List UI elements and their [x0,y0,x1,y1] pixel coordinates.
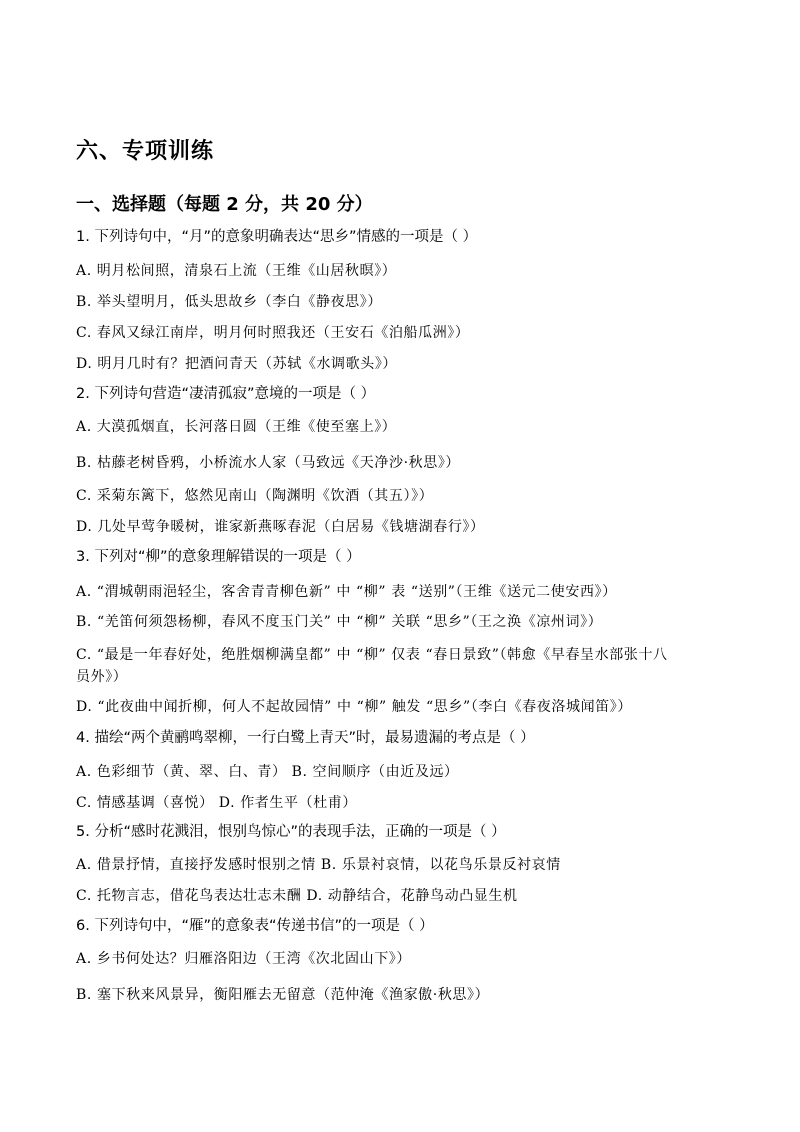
question-5-options-ab: A. 借景抒情，直接抒发感时恨别之情 B. 乐景衬哀情，以花鸟乐景反衬哀情 [76,857,561,873]
question-4-options-cd: C. 情感基调（喜悦） D. 作者生平（杜甫） [76,795,357,811]
question-5-options-cd: C. 托物言志，借花鸟表达壮志未酬 D. 动静结合，花静鸟动凸显生机 [76,888,518,904]
question-stem-5: 5. 分析“感时花溅泪，恨别鸟惊心”的表现手法，正确的一项是（ ） [76,824,506,840]
question-3-option-c-continued: 员外》） [76,669,128,685]
question-2-option-c: C. 采菊东篱下，悠然见南山（陶渊明《饮酒（其五）》） [76,488,434,504]
question-2-option-d: D. 几处早莺争暖树，谁家新燕啄春泥（白居易《钱塘湖春行》） [76,519,485,535]
question-3-option-d: D. “此夜曲中闻折柳，何人不起故园情” 中 “柳” 触发 “思乡”（李白《春夜洛城闻笛》） [76,699,632,715]
question-3-option-a: A. “渭城朝雨浥轻尘，客舍青青柳色新” 中 “柳” 表 “送别”（王维《送元二使安西》） [76,584,617,600]
question-3-option-b: B. “羌笛何须怨杨柳，春风不度玉门关” 中 “柳” 关联 “思乡”（王之涣《凉州词》） [76,614,603,630]
question-6-option-a: A. 乡书何处达？归雁洛阳边（王湾《次北固山下》） [76,951,412,967]
section-title: 六、专项训练 [76,139,215,164]
question-stem-6: 6. 下列诗句中，“雁”的意象表“传递书信”的一项是（ ） [76,918,434,934]
question-3-option-c: C. “最是一年春好处，绝胜烟柳满皇都” 中 “柳” 仅表 “春日景致”（韩愈《早春呈水部张十八 [76,647,668,663]
question-1-option-d: D. 明月几时有？把酒问青天（苏轼《水调歌头》） [76,356,398,372]
question-stem-1: 1. 下列诗句中，“月”的意象明确表达“思乡”情感的一项是（ ） [76,229,478,245]
question-4-options-ab: A. 色彩细节（黄、翠、白、青） B. 空间顺序（由近及远） [76,764,459,780]
question-stem-2: 2. 下列诗句营造“凄清孤寂”意境的一项是（ ） [76,386,376,402]
question-1-option-b: B. 举头望明月，低头思故乡（李白《静夜思》） [76,294,382,310]
question-stem-4: 4. 描绘“两个黄鹂鸣翠柳，一行白鹭上青天”时，最易遗漏的考点是（ ） [76,730,535,746]
question-1-option-c: C. 春风又绿江南岸，明月何时照我还（王安石《泊船瓜洲》） [76,325,470,341]
question-6-option-b: B. 塞下秋来风景异，衡阳雁去无留意（范仲淹《渔家傲·秋思》） [76,987,490,1003]
question-1-option-a: A. 明月松间照，清泉石上流（王维《山居秋暝》） [76,263,397,279]
sub-title: 一、选择题（每题 2 分，共 20 分） [76,194,373,215]
question-stem-3: 3. 下列对“柳”的意象理解错误的一项是（ ） [76,549,361,565]
question-2-option-a: A. 大漠孤烟直，长河落日圆（王维《使至塞上》） [76,419,397,435]
question-2-option-b: B. 枯藤老树昏鸦，小桥流水人家（马致远《天净沙·秋思》） [76,455,461,471]
